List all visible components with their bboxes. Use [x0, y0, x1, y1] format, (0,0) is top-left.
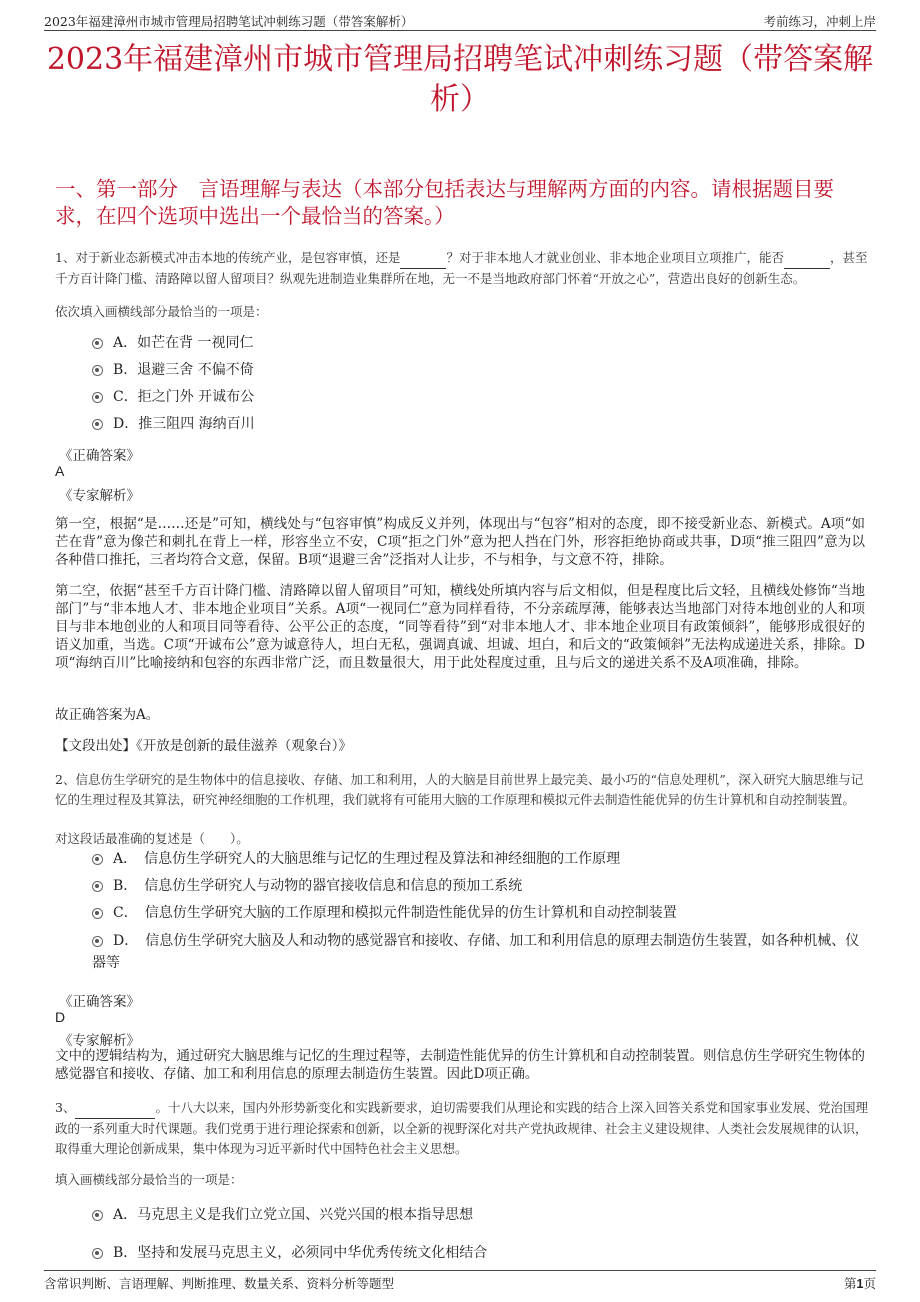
- q1-source: 【文段出处】《开放是创新的最佳滋养（观象台）》: [55, 738, 352, 754]
- q1-analysis-paragraph-1: 第一空，根据“是……还是”可知，横线处与“包容审慎”构成反义并列，体现出与“包容”相对的态度，即不接受新业态、新模式。A项“如芒在背”意为像芒和刺扎在背上一样，形容坐立不安，C项“拒之门外”意为把人挡在门外，形容拒绝协商或共事，D项“推三阻四”意为以各种借口推托，三者均符合文意，保留。B项“退避三舍”泛指对人让步，不与相争，与文意不符，排除。: [55, 516, 865, 568]
- q2-analysis-label: 《专家解析》: [59, 1033, 140, 1049]
- radio-icon[interactable]: [92, 1210, 103, 1221]
- page-number-value: 1: [856, 1277, 864, 1291]
- q2-option-d[interactable]: [92, 930, 860, 974]
- radio-icon[interactable]: [92, 854, 103, 865]
- question-3-prompt: 填入画横线部分最恰当的一项是：: [55, 1172, 243, 1187]
- fill-blank-1: [400, 248, 446, 269]
- fill-blank-3: [75, 1098, 155, 1119]
- option-label: D．推三阻四 海纳百川: [113, 416, 255, 432]
- question-1-text-part-c: ，甚至千方百计降门槛、清路障以留人留项目？纵观先进制造业集群所在地，无一不是当地政府部门怀着“开放之心”，营造出良好的创新生态。: [55, 250, 868, 286]
- q1-option-b[interactable]: [92, 359, 860, 381]
- page-number: [844, 1274, 876, 1292]
- radio-icon[interactable]: [92, 908, 103, 919]
- option-label: A． 信息仿生学研究人的大脑思维与记忆的生理过程及算法和神经细胞的工作原理: [113, 851, 621, 867]
- q2-answer: D: [55, 1009, 66, 1025]
- question-1-text-part-a: 1、对于新业态新模式冲击本地的传统产业，是包容审慎，还是: [55, 250, 401, 265]
- page-number-suffix: 页: [863, 1276, 876, 1291]
- q2-answer-label: 《正确答案》: [59, 994, 140, 1010]
- option-label: B． 信息仿生学研究人与动物的器官接收信息和信息的预加工系统: [113, 878, 523, 894]
- q3-option-a[interactable]: [92, 1204, 860, 1226]
- question-3-text-part-b: 。十八大以来，国内外形势新变化和实践新要求，迫切需要我们从理论和实践的结合上深入回答关系党和国家事业发展、党治国理政的一系列重大时代课题。我们党勇于进行理论探索和创新，以全新的视野深化对共产党执政规律、社会主义建设规律、人类社会发展规律的认识，取得重大理论创新成果，集中体现为习近平新时代中国特色社会主义思想。: [55, 1100, 868, 1156]
- q2-option-a[interactable]: [92, 848, 860, 870]
- header-slogan: 考前练习，冲刺上岸: [763, 14, 876, 29]
- q1-analysis-paragraph-2: 第二空，依据“甚至千方百计降门槛、清路障以留人留项目”可知，横线处所填内容与后文相似，但是程度比后文轻，且横线处修饰“当地部门”与“非本地人才、非本地企业项目”关系。A项“一视同仁”意为同样看待，不分亲疏厚薄，能够表达当地部门对待本地创业的人和项目与非本地创业的人和项目同等看待、公平公正的态度，“同等看待”到“对非本地人才、非本地企业项目有政策倾斜”，能够形成很好的语义加重，当选。C项“开诚布公”意为诚意待人，坦白无私，强调真诚、坦诚、坦白，和后文的“政策倾斜”无法构成递进关系，排除。D项“海纳百川”比喻接纳和包容的东西非常广泛，而且数量很大，用于此处程度过重，且与后文的递进关系不及A项准确，排除。: [55, 583, 865, 671]
- option-label: B．退避三舍 不偏不倚: [113, 362, 254, 378]
- q1-conclusion: 故正确答案为A。: [55, 707, 160, 723]
- radio-icon[interactable]: [92, 392, 103, 403]
- fill-blank-2: [784, 248, 830, 269]
- q1-answer: A: [55, 463, 65, 479]
- header-doc-title: 2023年福建漳州市城市管理局招聘笔试冲刺练习题（带答案解析）: [44, 14, 414, 29]
- question-1-text: [55, 248, 870, 289]
- q1-option-d[interactable]: [92, 413, 860, 435]
- option-label: D． 信息仿生学研究大脑及人和动物的感觉器官和接收、存储、加工和利用信息的原理去制造仿生装置，如各种机械、仪器等: [92, 933, 860, 971]
- option-label: C． 信息仿生学研究大脑的工作原理和模拟元件制造性能优异的仿生计算机和自动控制装置: [113, 905, 677, 921]
- q1-answer-label: 《正确答案》: [59, 448, 140, 464]
- question-3-text: [55, 1098, 870, 1159]
- page-footer: [44, 1270, 876, 1302]
- page-header: [44, 10, 876, 31]
- option-label: A．如芒在背 一视同仁: [113, 335, 254, 351]
- option-label: A．马克思主义是我们立党立国、兴党兴国的根本指导思想: [113, 1207, 474, 1223]
- question-2-text: 2、信息仿生学研究的是生物体中的信息接收、存储、加工和利用，人的大脑是目前世界上最完美、最小巧的“信息处理机”，深入研究大脑思维与记忆的生理过程及其算法，研究神经细胞的工作机理，我们就将有可能用大脑的工作原理和模拟元件去制造性能优异的仿生计算机和自动控制装置。: [55, 772, 864, 807]
- radio-icon[interactable]: [92, 365, 103, 376]
- footer-topics: 含常识判断、言语理解、判断推理、数量关系、资料分析等题型: [44, 1276, 395, 1291]
- option-label: B．坚持和发展马克思主义，必须同中华优秀传统文化相结合: [113, 1245, 488, 1261]
- q1-analysis-label: 《专家解析》: [59, 488, 140, 504]
- q2-option-b[interactable]: [92, 875, 860, 897]
- radio-icon[interactable]: [92, 936, 103, 947]
- radio-icon[interactable]: [92, 338, 103, 349]
- option-label: C．拒之门外 开诚布公: [113, 389, 255, 405]
- q3-option-b[interactable]: [92, 1242, 860, 1264]
- q1-option-a[interactable]: [92, 332, 860, 354]
- question-1-text-part-b: ？对于非本地人才就业创业、非本地企业项目立项推广，能否: [446, 250, 784, 265]
- q2-analysis: 文中的逻辑结构为，通过研究大脑思维与记忆的生理过程等，去制造性能优异的仿生计算机和自动控制装置。则信息仿生学研究生物体的感觉器官和接收、存储、加工和利用信息的原理去制造仿生装置。因此D项正确。: [55, 1048, 865, 1082]
- document-title: 2023年福建漳州市城市管理局招聘笔试冲刺练习题（带答案解析）: [46, 42, 874, 117]
- question-1-prompt: 依次填入画横线部分最恰当的一项是：: [55, 304, 268, 319]
- q1-option-c[interactable]: [92, 386, 860, 408]
- q2-option-c[interactable]: [92, 902, 860, 924]
- radio-icon[interactable]: [92, 881, 103, 892]
- radio-icon[interactable]: [92, 419, 103, 430]
- radio-icon[interactable]: [92, 1248, 103, 1259]
- question-3-text-part-a: 3、: [55, 1100, 76, 1115]
- section-heading: 一、第一部分 言语理解与表达（本部分包括表达与理解两方面的内容。请根据题目要求，在四个选项中选出一个最恰当的答案。）: [55, 177, 834, 228]
- page-number-prefix: 第: [844, 1276, 857, 1291]
- question-2-prompt: 对这段话最准确的复述是（ ）。: [55, 831, 249, 846]
